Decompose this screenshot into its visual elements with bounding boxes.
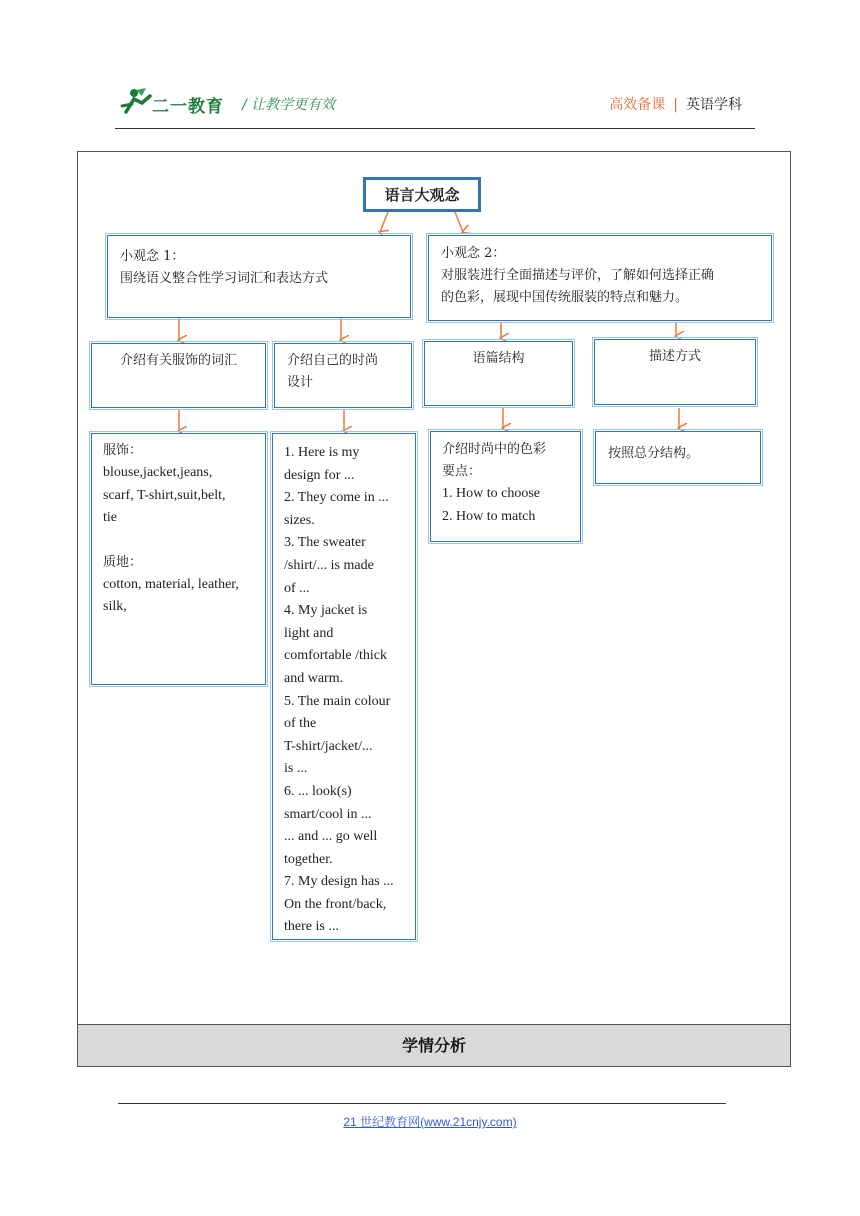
expression-line: ... and ... go well bbox=[284, 829, 378, 845]
section-footer-title: 学情分析 bbox=[78, 1024, 790, 1066]
idea2-text-line2: 的色彩，展现中国传统服装的特点和魅力。 bbox=[441, 290, 689, 305]
expression-line: 3. The sweater bbox=[284, 535, 366, 551]
vocab-clothes-line: blouse,jacket,jeans, bbox=[103, 465, 213, 480]
structure-line1: 介绍时尚中的色彩 bbox=[442, 442, 547, 457]
vocab-clothes-line: scarf, T-shirt,suit,belt, bbox=[103, 487, 226, 503]
expression-line: sizes. bbox=[284, 512, 315, 528]
expression-line: design for ... bbox=[284, 467, 355, 483]
expression-line: there is ... bbox=[284, 919, 339, 935]
structure-box bbox=[430, 431, 581, 542]
expression-line: light and bbox=[284, 625, 334, 641]
expression-line: 2. They come in ... bbox=[284, 490, 389, 506]
expression-line: 5. The main colour bbox=[284, 693, 391, 709]
idea2-box bbox=[428, 235, 772, 321]
header-right bbox=[609, 94, 742, 114]
expression-line: 4. My jacket is bbox=[284, 603, 368, 619]
idea2-label: 小观念 2： bbox=[441, 246, 506, 261]
mindmap-root bbox=[363, 177, 481, 212]
vocab-material-line: cotton, material, leather, bbox=[103, 576, 239, 592]
vocab-material-label: 质地： bbox=[103, 554, 143, 570]
structure-line2: 要点： bbox=[442, 464, 482, 479]
expression-line: is ... bbox=[284, 761, 308, 777]
idea2-text-line1: 对服装进行全面描述与评价，了解如何选择正确 bbox=[441, 268, 715, 283]
sub2-box bbox=[274, 343, 412, 408]
expressions-box bbox=[272, 433, 416, 940]
idea1-label: 小观念 1： bbox=[120, 249, 185, 264]
method-text: 按照总分结构。 bbox=[608, 446, 700, 461]
sub4-box bbox=[594, 339, 756, 405]
sub2-label-line2: 设计 bbox=[287, 375, 314, 390]
structure-item: 1. How to choose bbox=[442, 486, 540, 501]
expression-line: comfortable /thick bbox=[284, 648, 388, 664]
logo-text: 二一教育 bbox=[152, 97, 224, 117]
expression-line: 1. Here is my bbox=[284, 445, 360, 460]
expression-line: /shirt/... is made bbox=[284, 557, 374, 573]
vocab-material-line: silk, bbox=[103, 599, 127, 615]
expression-line: and warm. bbox=[284, 670, 344, 686]
header-subject: 英语学科 bbox=[686, 97, 742, 113]
sub4-label: 描述方式 bbox=[648, 349, 701, 364]
expression-line: T-shirt/jacket/... bbox=[284, 738, 373, 754]
sub1-box bbox=[91, 343, 266, 408]
footer-link[interactable]: 21 世纪教育网(www.21cnjy.com) bbox=[343, 1115, 517, 1129]
header-divider bbox=[115, 128, 755, 129]
expression-line: 7. My design has ... bbox=[284, 874, 394, 890]
expression-line: of the bbox=[284, 716, 317, 732]
expression-line: smart/cool in ... bbox=[284, 806, 372, 822]
sub1-label: 介绍有关服饰的词汇 bbox=[119, 353, 237, 368]
expression-line: together. bbox=[284, 851, 333, 867]
sub3-box bbox=[424, 341, 573, 406]
sub3-label: 语篇结构 bbox=[472, 351, 525, 366]
header-slogan: / 让教学更有效 bbox=[242, 97, 336, 113]
sub2-label-line1: 介绍自己的时尚 bbox=[287, 353, 379, 368]
method-box bbox=[595, 431, 761, 484]
expression-line: On the front/back, bbox=[284, 896, 387, 912]
idea1-box bbox=[107, 235, 411, 318]
idea1-text: 围绕语义整合性学习词汇和表达方式 bbox=[120, 271, 329, 286]
expressions-list bbox=[273, 434, 415, 947]
vocab-clothes-line: tie bbox=[103, 510, 117, 526]
header-accent-text: 高效备课 bbox=[609, 97, 666, 113]
mindmap-root-label: 语言大观念 bbox=[384, 186, 460, 204]
vocab-clothes-label: 服饰： bbox=[103, 443, 143, 458]
vocab-box bbox=[91, 433, 266, 685]
structure-item: 2. How to match bbox=[442, 508, 536, 524]
expression-line: 6. ... look(s) bbox=[284, 783, 352, 799]
header-separator: | bbox=[673, 97, 678, 113]
footer-divider bbox=[118, 1103, 726, 1104]
expression-line: of ... bbox=[284, 580, 310, 596]
